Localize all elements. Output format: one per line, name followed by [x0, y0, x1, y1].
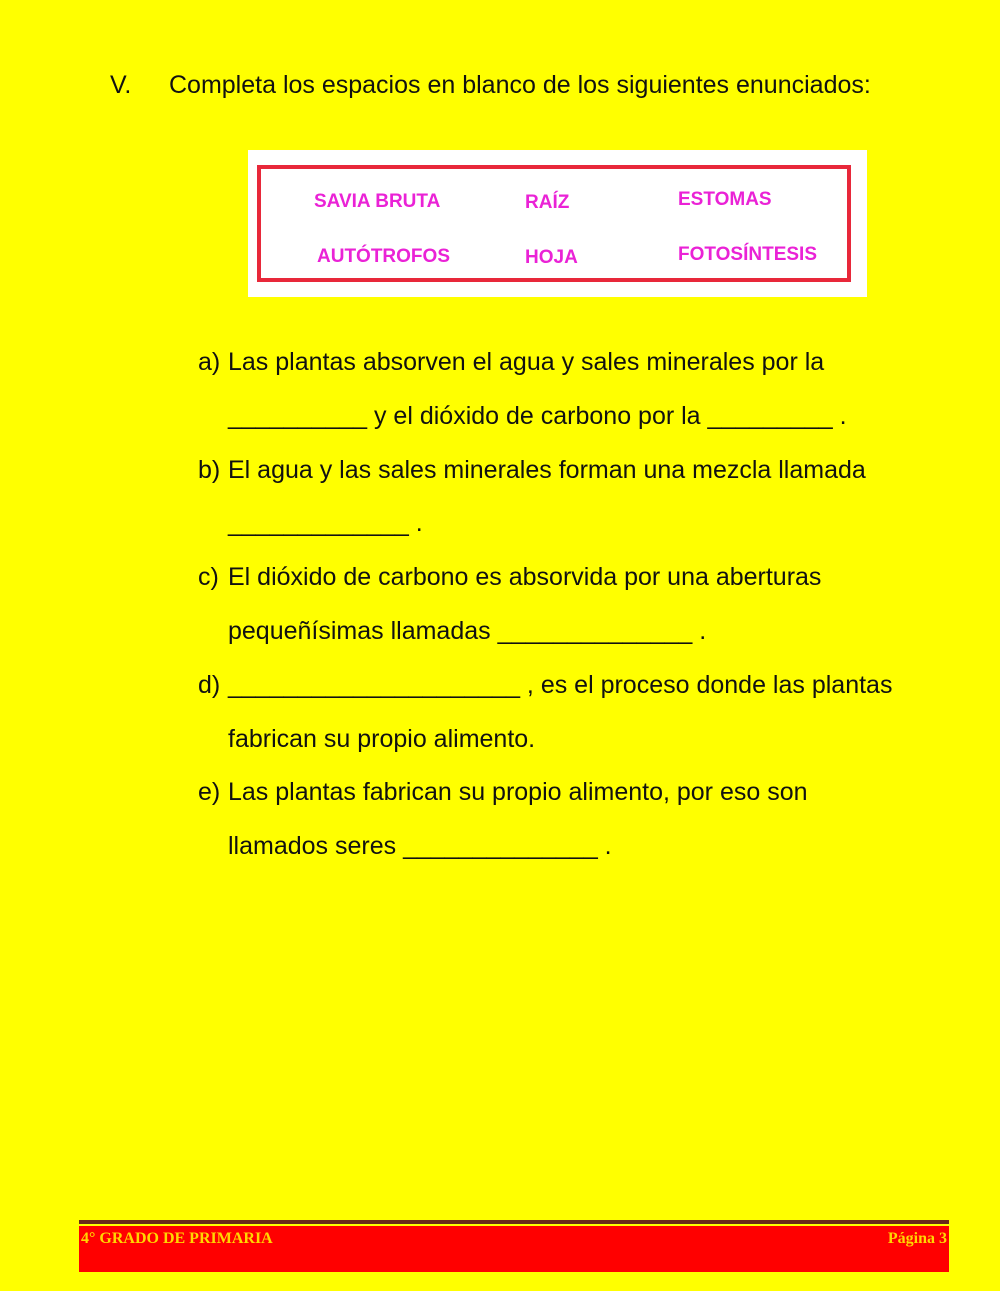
question-item	[198, 659, 958, 767]
question-item	[198, 551, 958, 659]
exercise-instruction: Completa los espacios en blanco de los siguientes enunciados:	[169, 71, 871, 99]
word-bank-item: FOTOSÍNTESIS	[678, 244, 818, 265]
question-item	[198, 444, 958, 552]
question-text: El agua y las sales minerales forman una mezcla llamada	[228, 455, 866, 484]
word-bank-item: ESTOMAS	[678, 189, 772, 210]
page-footer	[79, 1226, 949, 1272]
word-bank-panel	[248, 150, 867, 297]
question-blank-line[interactable]: _____________ .	[228, 509, 423, 538]
question-item	[198, 766, 958, 874]
word-bank-box	[257, 165, 851, 282]
question-text: Las plantas fabrican su propio alimento, por eso son	[228, 778, 808, 807]
exercise-number: V.	[110, 71, 132, 99]
question-blank-line[interactable]: llamados seres ______________ .	[228, 832, 612, 861]
exercise-heading	[110, 68, 950, 102]
question-letter: d)	[198, 670, 221, 699]
question-letter: b)	[198, 455, 221, 484]
word-bank-item: SAVIA BRUTA	[314, 191, 441, 212]
question-text: fabrican su propio alimento.	[228, 724, 536, 753]
question-blank-line[interactable]: __________ y el dióxido de carbono por la _________ .	[228, 401, 847, 430]
question-letter: e)	[198, 778, 221, 807]
question-letter: a)	[198, 348, 221, 376]
word-bank-item: HOJA	[525, 247, 578, 268]
question-letter: c)	[198, 563, 219, 592]
question-blank-line[interactable]: pequeñísimas llamadas ______________ .	[228, 616, 707, 645]
footer-grade-label: 4° GRADO DE PRIMARIA	[81, 1230, 273, 1247]
question-text: El dióxido de carbono es absorvida por una aberturas	[228, 563, 822, 592]
footer-page-number: Página 3	[887, 1230, 947, 1247]
question-item	[198, 336, 958, 444]
word-bank-item: RAÍZ	[525, 192, 570, 213]
question-list	[198, 336, 958, 874]
question-blank-line[interactable]: _____________________ , es el proceso donde las plantas	[228, 670, 893, 699]
word-bank-item: AUTÓTROFOS	[317, 246, 450, 267]
footer-divider	[79, 1220, 949, 1224]
question-text: Las plantas absorven el agua y sales minerales por la	[228, 348, 825, 376]
